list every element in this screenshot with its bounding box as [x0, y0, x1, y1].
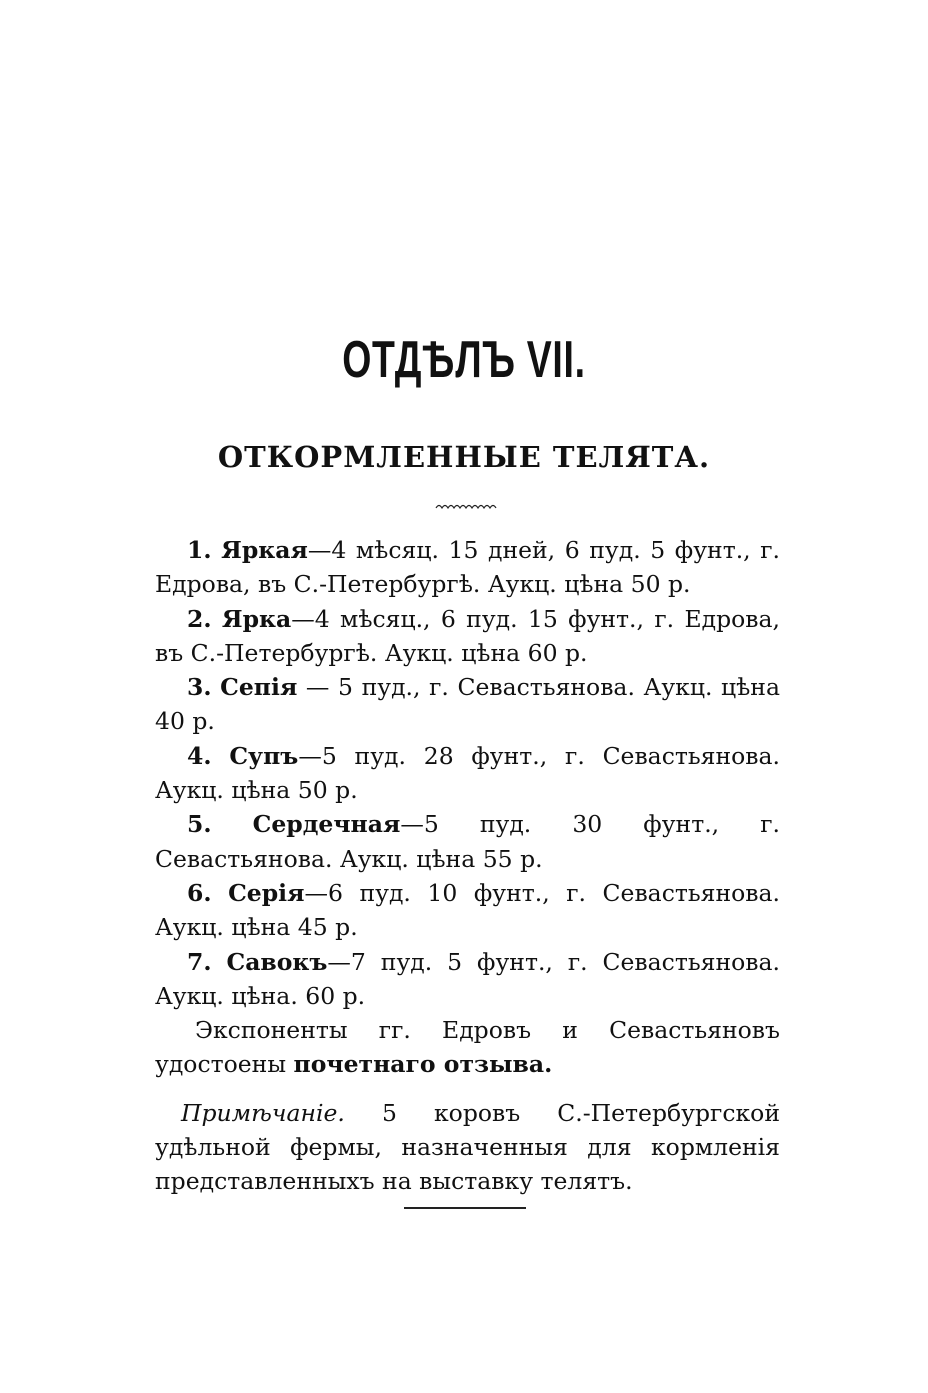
entry-number: 2. [187, 604, 212, 633]
entry-number: 6. [187, 878, 212, 907]
exhibitors-paragraph [155, 1013, 780, 1082]
entry-details: —5 пуд. 28 фунт., г. Севастьянова. Аукц. цѣна 50 р. [155, 741, 780, 805]
entry-name: Серія [228, 878, 305, 907]
entry-name: Сердечная [252, 810, 401, 839]
entry-name: Ярка [221, 604, 292, 633]
note-text: 5 коровъ С.-Петербургской удѣльной фермы, назначенныя для кормленія представленныхъ на выставку телятъ. [155, 1098, 780, 1196]
entry-number: 4. [187, 741, 212, 770]
entry-name: Супъ [229, 741, 299, 770]
entry-4 [155, 739, 780, 808]
entry-number: 5. [187, 810, 212, 839]
entry-1 [155, 533, 780, 602]
entry-name: Яркая [221, 536, 308, 564]
entry-3 [155, 670, 780, 739]
award-text: почетнаго отзыва. [293, 1050, 553, 1079]
section-title: ОТДѢЛЪ VII. [342, 331, 586, 389]
entry-name: Савокъ [226, 947, 328, 976]
entry-details: —4 мѣсяц., 6 пуд. 15 фунт., г. Едрова, въ С.-Петербургѣ. Аукц. цѣна 60 р. [155, 604, 780, 667]
entry-number: 7. [187, 947, 212, 976]
entry-details: —6 пуд. 10 фунт., г. Севастьянова. Аукц. цѣна 45 р. [155, 878, 780, 942]
entries-list [155, 533, 780, 1199]
entry-5 [155, 807, 780, 876]
wavy-ornament-icon [434, 500, 498, 512]
note-paragraph [155, 1096, 780, 1199]
entry-2 [155, 602, 780, 671]
entry-details: — 5 пуд., г. Севастьянова. Аукц. цѣна 40 р. [155, 673, 780, 736]
entry-details: —5 пуд. 30 фунт., г. Севастьянова. Аукц. цѣна 55 р. [155, 810, 780, 873]
note-label: Примѣчаніе. [181, 1098, 345, 1127]
end-rule-divider [404, 1207, 526, 1209]
entry-name: Сепія [220, 673, 298, 702]
entry-7 [155, 945, 780, 1014]
entry-details: —7 пуд. 5 фунт., г. Севастьянова. Аукц. цѣна. 60 р. [155, 947, 780, 1010]
entry-number: 3. [187, 673, 212, 702]
section-subtitle: ОТКОРМЛЕННЫЕ ТЕЛЯТА. [217, 440, 711, 474]
exhibitors-text: Экспоненты гг. Едровъ и Севастьяновъ удостоены [155, 1016, 780, 1079]
entry-number: 1. [187, 536, 212, 564]
entry-details: —4 мѣсяц. 15 дней, 6 пуд. 5 фунт., г. Едрова, въ С.-Петербургѣ. Аукц. цѣна 50 р. [155, 536, 780, 599]
entry-6 [155, 876, 780, 945]
